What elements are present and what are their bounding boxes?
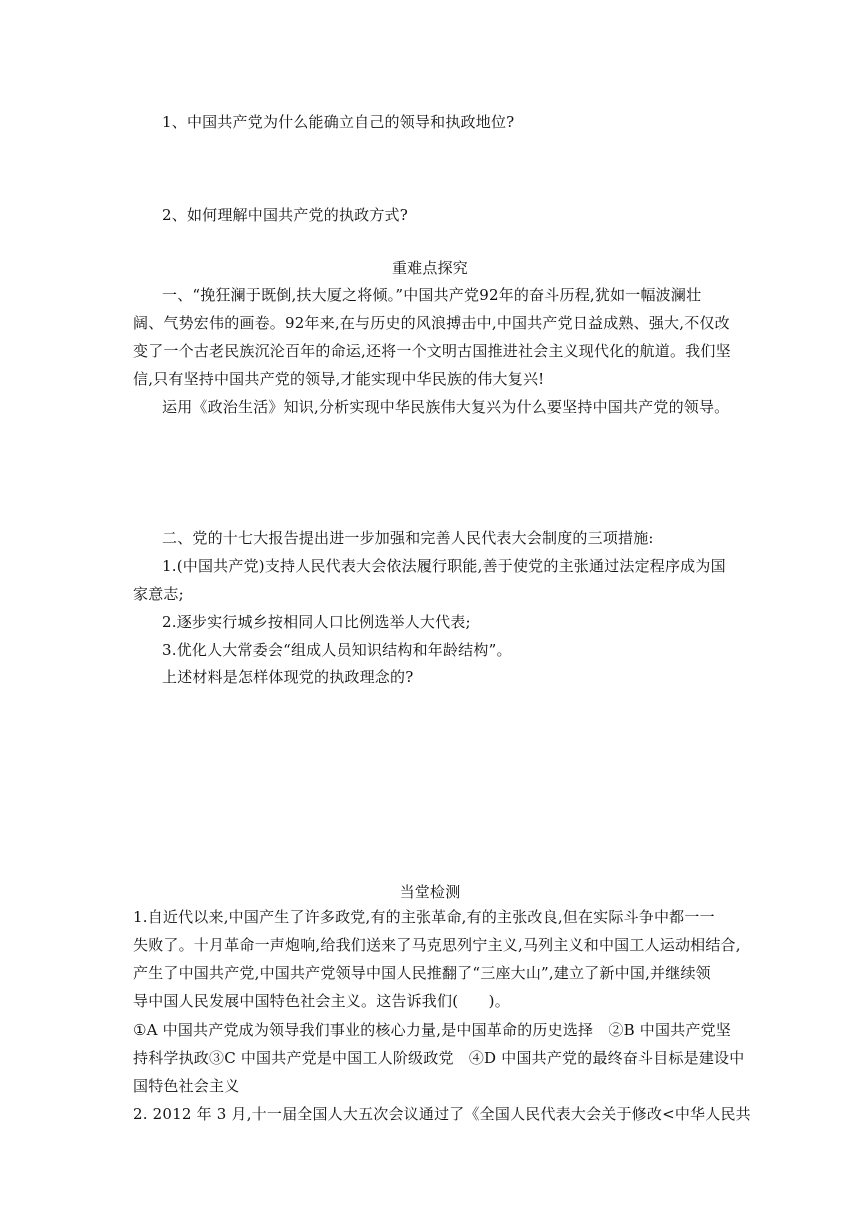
explore-p1-line: 变了一个古老民族沉沦百年的命运,还将一个文明古国推进社会主义现代化的航道。我们坚 [133, 342, 731, 360]
section-heading-explore: 重难点探究 [391, 259, 468, 277]
explore-p2-item-1-cont: 家意志; [133, 585, 184, 603]
explore-p2-item-1: 1.(中国共产党)支持人民代表大会依法履行职能,善于使党的主张通过法定程序成为国 [162, 557, 726, 575]
explore-p1-line: 一、“挽狂澜于既倒,扶大厦之将倾。”中国共产党92年的奋斗历程,犹如一幅波澜壮 [162, 286, 702, 304]
question-1: 1、中国共产党为什么能确立自己的领导和执政地位? [162, 113, 515, 131]
explore-p2-question: 上述材料是怎样体现党的执政理念的? [162, 668, 414, 686]
test-q1-options-line: ①A 中国共产党成为领导我们事业的核心力量,是中国革命的历史选择 ②B 中国共产党坚 [133, 1021, 732, 1039]
test-q1-line: 产生了中国共产党,中国共产党领导中国人民推翻了“三座大山”,建立了新中国,并继续领 [133, 964, 711, 982]
test-q1-line: 1.自近代以来,中国产生了许多政党,有的主张革命,有的主张改良,但在实际斗争中都一一 [133, 908, 715, 926]
test-q1-options-line: 国特色社会主义 [133, 1077, 240, 1095]
section-heading-test: 当堂检测 [399, 883, 461, 901]
question-2: 2、如何理解中国共产党的执政方式? [162, 206, 408, 224]
test-q2-line: 2. 2012 年 3 月,十一届全国人大五次会议通过了《全国人民代表大会关于修改<中华人民共 [133, 1105, 751, 1123]
explore-p1-question: 运用《政治生活》知识,分析实现中华民族伟大复兴为什么要坚持中国共产党的领导。 [162, 398, 730, 416]
explore-p2-item-2: 2.逐步实行城乡按相同人口比例选举人大代表; [162, 613, 471, 631]
explore-p1-line: 阔、气势宏伟的画卷。92年来,在与历史的风浪搏击中,中国共产党日益成熟、强大,不仅改 [133, 314, 730, 332]
test-q1-options-line: 持科学执政③C 中国共产党是中国工人阶级政党 ④D 中国共产党的最终奋斗目标是建设中 [133, 1049, 745, 1067]
explore-p2-intro: 二、党的十七大报告提出进一步加强和完善人民代表大会制度的三项措施: [162, 529, 654, 547]
explore-p1-line: 信,只有坚持中国共产党的领导,才能实现中华民族的伟大复兴! [133, 370, 545, 388]
test-q1-line: 导中国人民发展中国特色社会主义。这告诉我们( )。 [133, 992, 510, 1010]
explore-p2-item-3: 3.优化人大常委会“组成人员知识结构和年龄结构”。 [162, 641, 512, 659]
test-q1-line: 失败了。十月革命一声炮响,给我们送来了马克思列宁主义,马列主义和中国工人运动相结合, [133, 936, 741, 954]
